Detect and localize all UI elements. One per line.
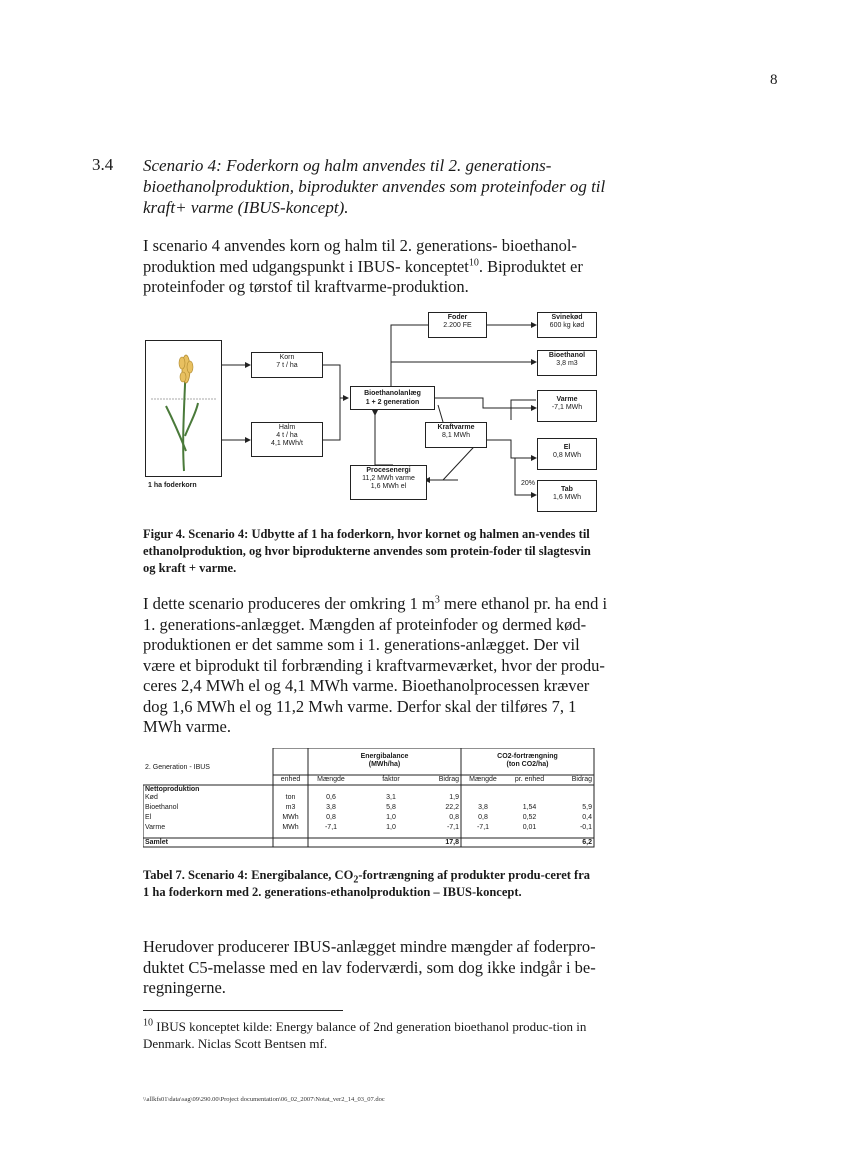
table-caption-2: -fortrængning af produkter produ-ceret fra 1 ha foderkorn med 2. generations-ethanolproduktion – IBUS-koncept. — [143, 868, 591, 899]
halm-value-1: 4 t / ha — [276, 432, 298, 439]
svinekod-title: Svinekød — [551, 314, 583, 321]
varme-title: Varme — [556, 396, 578, 403]
kraftvarme-title: Kraftvarme — [437, 424, 475, 431]
table-cell-c-mg: 0,8 — [478, 814, 488, 821]
sub-c-maengde: Mængde — [469, 776, 497, 783]
table-cell-e-f: 5,8 — [386, 804, 396, 811]
table-cell-e-f: 1,0 — [386, 814, 396, 821]
korn-value: 7 t / ha — [276, 362, 298, 369]
table-cell-unit: ton — [285, 794, 296, 801]
table-cell-e-b: 22,2 — [445, 804, 459, 811]
sub-pr-enhed: pr. enhed — [514, 776, 545, 783]
table-cell-unit: MWh — [282, 824, 299, 831]
total-co2: 6,2 — [582, 839, 592, 846]
el-box — [537, 438, 597, 470]
table-cell-c-b: 0,4 — [582, 814, 592, 821]
paragraph-3: Herudover producerer IBUS-anlægget mindre mængder af foderpro-duktet C5-melasse med en lav foderværdi, som dog ikke indgår i be-regningerne. — [143, 937, 596, 997]
table-cell-c-pe: 0,52 — [522, 814, 537, 821]
table-cell-e-mg: 0,6 — [326, 794, 336, 801]
table-cell-name: Varme — [145, 824, 166, 831]
plant-label: 1 ha foderkorn — [148, 482, 197, 489]
foder-value: 2.200 FE — [443, 322, 472, 329]
energy-table — [143, 748, 598, 848]
table-cell-c-b: 5,9 — [582, 804, 592, 811]
table-cell-e-b: -7,1 — [446, 824, 459, 831]
table-cell-e-mg: 0,8 — [326, 814, 336, 821]
korn-box — [251, 352, 323, 378]
section-title: Scenario 4: Foderkorn og halm anvendes til 2. generations-bioethanolproduktion, biprodukter anvendes som proteinfoder og til kraft+ varme (IBUS-koncept). — [143, 156, 606, 217]
table-label: 2. Generation - IBUS — [145, 764, 210, 771]
procesenergi-box — [350, 465, 427, 500]
procesenergi-title: Procesenergi — [366, 467, 411, 474]
halm-title: Halm — [278, 424, 296, 431]
table-cell-name: Bioethanol — [145, 804, 179, 811]
korn-title: Korn — [279, 354, 295, 361]
energi-header-2: (MWh/ha) — [368, 761, 401, 768]
tab-title: Tab — [561, 486, 573, 493]
svinekod-value: 600 kg kød — [549, 322, 585, 329]
anlaeg-title-2: 1 + 2 generation — [365, 399, 420, 406]
table-cell-name: El — [145, 814, 152, 821]
sub-enhed: enhed — [280, 776, 301, 783]
intro-text-1: I scenario 4 anvendes korn og halm til 2. generations- bioethanol-produktion med udgangspunkt i IBUS- konceptet — [143, 236, 577, 276]
table-cell-c-pe: 0,01 — [522, 824, 537, 831]
file-path: \\allkfs01\data\sag\09\290.00\Project documentation\06_02_2007\Notat_ver2_14_03_07.doc — [143, 1096, 385, 1103]
anlaeg-box — [350, 386, 435, 410]
para2-part1: I dette scenario produceres der omkring 1 m — [143, 594, 435, 613]
varme-value: -7,1 MWh — [551, 404, 583, 411]
paragraph-2 — [143, 594, 613, 738]
figure-caption: Figur 4. Scenario 4: Udbytte af 1 ha foderkorn, hvor kornet og halmen an-vendes til ethanolproduktion, og hvor biprodukterne anvendes som protein-foder til slagtesvin og kraft + varme. — [143, 527, 591, 575]
anlaeg-title-1: Bioethanolanlæg — [364, 390, 421, 397]
footnote — [143, 1018, 593, 1052]
table-cell-e-b: 0,8 — [449, 814, 459, 821]
table-cell-e-mg: 3,8 — [326, 804, 336, 811]
table-caption — [143, 867, 598, 901]
section-number: 3.4 — [92, 155, 114, 174]
para2-sup: 3 — [434, 594, 440, 606]
percent-label: 20% — [521, 480, 536, 487]
total-energi: 17,8 — [445, 839, 459, 846]
table-cell-e-f: 3,1 — [386, 794, 396, 801]
tab-box — [537, 480, 597, 512]
table-caption-sub: 2 — [353, 874, 359, 886]
table-cell-e-b: 1,9 — [449, 794, 459, 801]
intro-paragraph — [143, 236, 618, 298]
bioethanol-value: 3,8 m3 — [556, 360, 578, 367]
kraftvarme-value: 8,1 MWh — [441, 432, 470, 439]
table-cell-c-pe: 1,54 — [522, 804, 537, 811]
svinekod-box — [537, 312, 597, 338]
bioethanol-box — [537, 350, 597, 376]
page-number: 8 — [770, 72, 778, 88]
footnote-number: 10 — [143, 1017, 153, 1029]
table-cell-name: Kød — [145, 794, 158, 801]
total-label: Samlet — [145, 839, 168, 846]
procesenergi-value-1: 11,2 MWh varme — [362, 475, 415, 482]
para2-part2: mere ethanol pr. ha end i 1. generations-anlægget. Mængden af proteinfoder og dermed kød-produktionen er det samme som i 1. generations-anlægget. Der vil være et biprodukt til forbrænding i kraftvarmeværket, hvor der produ-ceres 2,4 MWh el og 4,1 MWh varme. Bioethanolprocessen kræver dog 1,6 MWh el og 11,2 Mwh varme. Derfor skal der tilføres 7, 1 MWh varme. — [143, 594, 608, 736]
section-label: Nettoproduktion — [145, 786, 200, 793]
halm-value-2: 4,1 MWh/t — [271, 440, 303, 447]
table-cell-e-mg: -7,1 — [324, 824, 338, 831]
table-caption-1: Tabel 7. Scenario 4: Energibalance, CO — [143, 868, 354, 882]
table-cell-c-mg: 3,8 — [478, 804, 488, 811]
plant-illustration — [145, 340, 222, 477]
kraftvarme-box — [425, 422, 487, 448]
procesenergi-value-2: 1,6 MWh el — [370, 483, 407, 490]
footnote-ref[interactable]: 10 — [468, 257, 479, 268]
footnote-text: IBUS konceptet kilde: Energy balance of 2nd generation bioethanol produc-tion in Denmark. Niclas Scott Bentsen mf. — [143, 1019, 587, 1051]
sub-c-bidrag: Bidrag — [571, 776, 592, 783]
foder-title: Foder — [447, 314, 468, 321]
grain-plant-icon — [146, 341, 221, 476]
footnote-divider — [143, 1010, 343, 1011]
sub-e-bidrag: Bidrag — [438, 776, 459, 783]
sub-faktor: faktor — [382, 776, 400, 783]
tab-value: 1,6 MWh — [552, 494, 581, 501]
co2-header-1: CO2-fortrængning — [497, 753, 558, 760]
varme-box — [537, 390, 597, 422]
sub-e-maengde: Mængde — [317, 776, 345, 783]
intro-text-2: . Biproduktet er proteinfoder og tørstof til kraftvarme-produktion. — [143, 256, 583, 296]
table-cell-unit: m3 — [285, 804, 296, 811]
halm-box — [251, 422, 323, 457]
el-title: El — [563, 444, 571, 451]
energi-header-1: Energibalance — [360, 753, 409, 760]
table-cell-e-f: 1,0 — [386, 824, 396, 831]
flow-diagram — [143, 310, 603, 515]
table-cell-c-mg: -7,1 — [476, 824, 490, 831]
bioethanol-title: Bioethanol — [548, 352, 586, 359]
table-cell-unit: MWh — [282, 814, 299, 821]
el-value: 0,8 MWh — [552, 452, 581, 459]
co2-header-2: (ton CO2/ha) — [506, 761, 549, 768]
table-cell-c-b: -0,1 — [579, 824, 592, 831]
foder-box — [428, 312, 487, 338]
